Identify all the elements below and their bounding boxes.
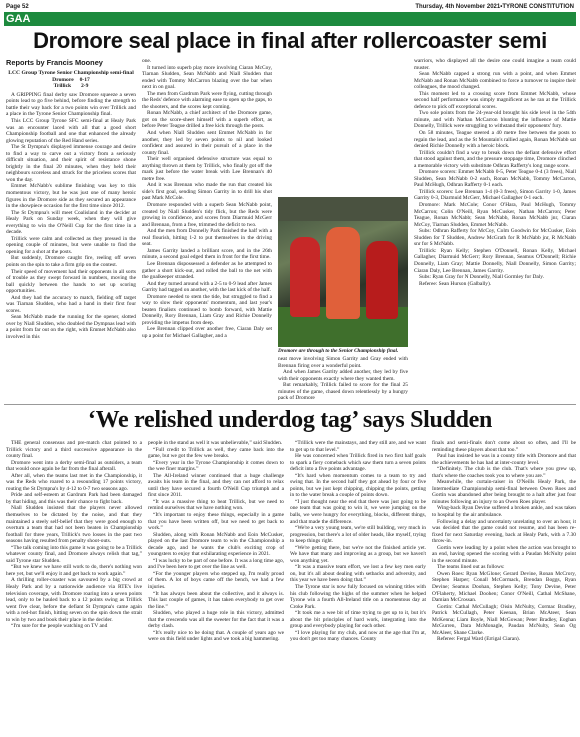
paragraph: warriors, who displayed all the desire one could imagine a team could muster.: [414, 58, 576, 71]
paragraph: A thrilling roller-coaster was savoured by a big crowd at Healy Park and by a nationwide audience via RTE's live television coverage, with Dromore roaring into a seven points lead, only to be hauled back to a 12 points swing as Trillick went five clear, before the defiant St Dympna's came again with a red-hot finish, hitting seven on the spin down the strait to win by two and book their place in the decider.: [6, 577, 142, 623]
paragraph: neat move involving Simon Garrity and Gray ended with Brennan firing over a wonderful point.: [278, 356, 408, 369]
paragraph: Owen Roes: Ryan McGlone; Gerard Devine, Ronan McCrory, Stephen Harper; Conall McCormack, Brendan Boggs, Ryan Devine; Seamus Doohan, Stephen Kelly; Tony Devine, Peter O'Flaherty, Michael Doohen; Conor O'Neill, Cathal McShane, Damian McCrossan.: [432, 570, 576, 604]
paragraph: Pride and self-esteem at Gardrum Park had been damaged by that hiding, and this was their chance to fight back.: [6, 492, 142, 505]
paragraph: finals and semi-finals don't come about so often, and I'll be reminding these players about that too.”: [432, 440, 576, 453]
paragraph: And the men from Donnelly Park finished the half with a real flourish, hitting 1-2 to put themselves in the driving seat.: [142, 228, 272, 248]
paragraph: The St Dympna's will meet Coalisland in the decider at Healy Park on Sunday week, when they will give everything to win the O'Neill Cup for the first time in a decade.: [6, 209, 136, 236]
paragraph: Ronan McNabb, a chief architect of the Dromore game, got on the score-sheet himself with a superb effort, as before Peter Teague drilled a free kick through the posts.: [142, 110, 272, 130]
paragraph: “We're getting there, but we're not the finished article yet. We have that many and improving as a group, but we haven't won anything yet.: [290, 544, 426, 564]
paragraph: Subs: Ryan Gray for N Donnelly, Niall Gormley for Daly.: [419, 274, 544, 281]
paragraph: Referee: Sean Hurson (Galbally).: [419, 280, 492, 287]
date-line: Thursday, 4th November 2021•TYRONE CONSTITUTION: [415, 4, 574, 10]
paragraph: Referee: Fergal Ward (Errigal Ciaran).: [437, 636, 521, 643]
paragraph: “It's really nice to be doing that. A couple of years ago we were on this field under lights and we took a big hammering.: [148, 629, 284, 643]
paragraph: And they had the accuracy to match, fielding off target was Tiarnan Sludden, who had a hand in their first four scores.: [6, 294, 136, 314]
story1-column-3: [278, 356, 408, 402]
paragraph: And they turned around with a 2-5 to 0-9 lead after James Garrity had tagged on another, with the last kick of the half.: [142, 280, 272, 294]
paragraph: “Definitely. The club is the club. That's where you grew up, that's where the coaches took you to where you are.”: [432, 466, 576, 479]
paragraph: Trillick: Ryan Kelly; Stephen O'Donnell, Ronan Kelly, Michael Gallagher, Diarmuid McGerr; Rory Brennan, Seamus O'Donnell; Richie Donnelly, Liam Gray; Mattie Donnelly, Niall Donnelly, Simon Garrity; Ciaran Daly, Lee Brennan, James Garrity.: [414, 247, 576, 274]
story2-column-2: [148, 440, 284, 734]
paragraph: After all, when the teams last met in the Championship, it was the Reds who roared to a resounding 17 points victory, routing the St Dympna's by 4-12 to 0-7 two seasons ago.: [6, 472, 142, 492]
team-photo: [278, 197, 408, 347]
paragraph: Wing-back Ryan Devine suffered a broken ankle, and was taken to hospital by the air ambulance.: [432, 505, 576, 519]
paragraph: But remarkably, Trillick failed to score for the final 25 minutes of the game, chased down relentlessly by a hungry pack of Dromore: [278, 382, 408, 402]
paragraph: Gortin were leading by a point when the action was brought to an end, having opened the scoring with a Paudan McNulty point in the second minute.: [432, 544, 576, 564]
paragraph: “It was a massive thing to beat Trillick, but we need to remind ourselves that we have nothing won.: [148, 498, 284, 512]
paragraph: But suddenly, Dromore caught fire, reeling off seven points on the spin to take a firm grip on the contest.: [6, 255, 136, 268]
divider: [4, 404, 576, 405]
paragraph: “Full credit to Trillick as well, they came back into the game, but we got the few wee breaks.: [148, 446, 284, 460]
headline-underdog: ‘We relished underdog tag’ says Sludden: [87, 407, 493, 433]
paragraph: Trillick couldn't find a way to break down the defiant defensive effort that stood against them, and the pressure stoppage time, Dromore clinched a memorable victory with substitute Odhran Rafferty's long range score.: [414, 149, 576, 169]
paragraph: “We're a very young team, we're still building, very much in progression, but there's a lot of older heads, like myself, trying to keep things right.: [290, 525, 426, 545]
paragraph: one.: [142, 58, 152, 64]
paragraph: Trillick scorers: Lee Brennan 1-4 (0-3 frees), Simon Garrity 1-0, James Garrity 0-3, Diarmuid McGerr, Michael Gallagher 0-1 each.: [414, 188, 576, 202]
paragraph: Emmet McNabb's sublime finishing was key to this momentous victory, but he was just one of many heroic figures in the Dromore side as they secured an appearance in the showpiece occasion for the first time since 2012.: [6, 183, 136, 210]
paragraph: people in the stand as well it was unbelievable,” said Sludden.: [148, 440, 283, 446]
result-team-1: Dromore: [52, 76, 74, 83]
paragraph: “I was lucky to be part of one before. It was a long time ago, and I've been here to get over the line as well.: [148, 557, 284, 571]
paragraph: James Garrity landed a brilliant score, and in the 26th minute, a second goal edged them in front for the first time.: [142, 247, 272, 261]
paragraph: Trillick were calm and collected as they pressed in the opening couple of minutes, but were unable to find the opening for a shot at the posts.: [6, 235, 136, 255]
paragraph: He was concerned when Trillick fired in two first half goals to spark a fiery comeback which saw them turn a seven points deficit into a five points advantage.: [290, 453, 426, 473]
photo-player: [366, 241, 398, 319]
paragraph: Dromore responded with a superb Sean McNabb point, created by Niall Sludden's tidy flick, but the Reds were growing in confidence, and scores from Diarmuid McGerr and Brennan, from a free, trimmed the deficit to two.: [142, 202, 272, 228]
photo-crowd: [278, 197, 408, 221]
photo-player: [290, 237, 320, 317]
byline: Reports by Francis Mooney: [6, 58, 103, 67]
paragraph: Sean McNabb capped a strong run with a point, and when Emmet McNabb and Ronan McNabb combined to force a turnover to inspire their colleagues, the mood changed.: [414, 71, 576, 91]
paragraph: Sludden, who played a huge role in this victory, admitted that the crescendo was all the sweeter for the fact that it was a derby clash.: [148, 610, 284, 630]
headline-dromore-final: Dromore seal place in final after rollercoaster semi: [33, 28, 547, 53]
paragraph: Their speed of movement had their opponents in all sorts of trouble as they swept forward in numbers, moving the ball quickly between the hands to set up scoring opportunities.: [6, 268, 136, 295]
paragraph: On 58 minutes, Teague steered a 40 metre free between the posts to regain the lead, and as the St Mountain's rallied again, Ronan McNabb sat denied Richie Donnelly with a heroic block.: [414, 130, 576, 150]
result-line: [6, 77, 136, 84]
paragraph: Meanwhile, the curtain-raiser in O'Neills Healy Park, the Intermediate Championship semi-final between Owen Roes and Gortin was abandoned after being brought to a halt after just four minutes following an injury to an Owen Roes player.: [432, 479, 576, 505]
paragraph: Their well organised defensive structure was equal to anything thrown at them by Trillick, who finally got off the mark just before the water break with Lee Brennan's 40 metre free.: [142, 156, 272, 182]
paragraph: The Tyrone star is now fully focused on winning titles with his club following the highs of the summer when he helped Tyrone win a fourth All-Ireland title on a momentous day at Croke Park.: [290, 584, 426, 610]
paragraph: The teams lined out as follows:: [437, 564, 505, 571]
story2-column-4: [432, 440, 576, 734]
page-number: Page 52: [6, 4, 29, 10]
paragraph: “It has always been about the collective, and it always is. This last couple of games, it has taken everybody to get over the line.”: [148, 590, 284, 610]
paragraph: Subs: Odhran Rafferty for McCoy, Colm Goodwin for McCusker, Eoin Sludden for T Sludden, Andrew McGrath for R McNabb jnr, R McNabb snr for S McNabb.: [414, 228, 576, 248]
paragraph: “It's important to enjoy these things, especially in a game that you have been written off, but we need to get back to work.”: [148, 512, 284, 532]
paragraph: Dromore went into a derby semi-final as outsiders, a team that would once again be far from the final afterall.: [6, 459, 142, 473]
story1-column-2: [142, 58, 272, 402]
paragraph: “Every year in the Tyrone Championship it comes down to the wee finer margins.”: [148, 459, 284, 473]
paragraph: “It took me a wee bit of time trying to get up to it, but it's about the bit principles of hard work, integrating into the group and everybody playing for each other.: [290, 610, 426, 630]
story2-column-3: [290, 440, 426, 734]
result-score-1: 0-17: [79, 76, 90, 83]
paragraph: A GRIPPING final derby saw Dromore squeeze a seven points lead to go five behind, before finding the strength to battle their way back for a two points win over Trillick and a place in the Tyrone Senior Championship final.: [6, 91, 136, 118]
paragraph: It turned into superb play more involving Ciaran McCoy, Tiarnan Sludden, Sean McNabb and Niall Sludden that ended with Tommy McCarron blazing over the bar when next in on goal.: [142, 64, 272, 91]
paragraph: This moment led to a crossing score from Emmet McNabb, whose second half performance was simply magnificent as he ran at the Trillick defence to pick off exceptional scores.: [414, 90, 576, 110]
paragraph: Dromore scorers: Emmet McNabb 0-5, Peter Teague 0-4 (3 frees), Niall Sludden, Sean McNabb 0-2 each, Ronan McNabb, Tommy McCarron, Paul McHugh, Odhran Rafferty 0-1 each.: [414, 169, 576, 189]
paragraph: Dromore needed to stem the tide, but struggled to find a way to slow their opponents' momentum, and last year's beaten finalists continued to bomb forward, with Mattie Donnelly, Rory Brennan, Liam Gray and Richie Donnelly providing the impetus from deep.: [142, 293, 272, 326]
paragraph: “I'm sure for the people watching on TV and: [11, 623, 108, 630]
caption-text: Dromore are through to the Senior Championship final.: [278, 348, 399, 354]
story2-column-1: [6, 440, 142, 734]
paragraph: The men from Gardrum Park were flying, cutting through the Reds' defence with alarming ease to open up the gaps, to the shooters, and the scores kept coming.: [142, 90, 272, 110]
paragraph: Niall Sludden insisted that the players never allowed themselves to be dictated by the noise, and that they maintained a steely self-belief that they were good enough to overturn a team that had not been beaten in Championship football for three years, Trillick's two losses in the past two seasons having resulted from penalty shoot-outs.: [6, 505, 142, 545]
paragraph: Sludden, along with Ronan McNabb and Eoin McCusker, played on the last Dromore team to win the Championship a decade ago, and he wants the club's exciting crop of youngsters to enjoy that exhilarating experience in 2021.: [148, 531, 284, 558]
section-banner: [4, 12, 576, 26]
section-label: GAA: [6, 13, 31, 25]
story1-column-3-top: [278, 58, 408, 194]
story1-column-1: [6, 58, 136, 402]
paragraph: “I love playing for my club, and now at the age that I'm at, you don't get too many chances. County: [290, 629, 426, 643]
paragraph: The All-Ireland winner continued that a huge challenge awaits his team in the final, and they can not afford to relax until they have secured a fourth O'Neill Cup triumph and a first since 2011.: [148, 472, 284, 499]
paragraph: Lee Brennan clipped over another free, Ciaran Daly set up a point for Michael Gallagher, and a: [142, 326, 272, 339]
paragraph: “It was a massive team effort, we lost a few key men early on, but it's all about dealing with setbacks and adversity, and this year we have been doing that.”: [290, 564, 426, 584]
paragraph: “Trillick were the mainstays, and they still are, and we want to get up to that level.”: [290, 440, 426, 453]
paragraph: Lee Brennan dispossessed a defender as he attempted to gather a short kick-out, and rolled the ball to the net with the goalkeeper stranded.: [142, 260, 272, 281]
paragraph: “For the younger players who stepped up, I'm really proud of them. A lot of boys came off the bench, we had a few injuries.: [148, 570, 284, 591]
result-line: [6, 83, 136, 90]
paragraph: And it was Brennan who made the run that created his side's first goal, sending Simon Garrity in to drill his shot past Mark McCole.: [142, 182, 272, 202]
paragraph: Dromore: Mark McCole; Conor O'Hara, Paul McHugh, Tommy McCarron; Colin O'Neill, Ryan McCusker, Nathan McCarron; Peter Teague, Ronan McNabb; Sean McNabb, Ronan McNabb jnr, Ciaran McCoy, Tiarnan Sludden, Emmet McNabb.: [414, 202, 576, 228]
paragraph: “I just thought near the end that there was just going to be one team that was going to win it, we were jumping on the balls, we were hungry for everything, blocks, different things, and that made the difference.: [290, 498, 426, 525]
paragraph: And when James Garrity added another, they led by five with their opponents exactly where they wanted them.: [278, 369, 408, 382]
paragraph: The St Dympna's displayed immense courage and desire to find a way to carve out a victory from a seriously difficult situation, and their spirit of resistance shone brightly in the final 20 minutes, when they held their neighbours scoreless and struck for the priceless scores that won the day.: [6, 144, 136, 183]
comp-title: LCC Group Tyrone Senior Championship semi-final: [8, 70, 134, 76]
story1-column-4: [414, 58, 576, 402]
paragraph: And when Niall Sludden sent Emmet McNabb in for another, they led by seven points to nil and looked confident and assured in their pursuit of a place in the county final.: [142, 130, 272, 156]
paragraph: THE general consensus and pre-match chat pointed to a Trillick victory and a third successive appearance in the county final.: [6, 440, 142, 460]
photo-caption: [278, 348, 408, 360]
paragraph: This LCC Group Tyrone SFC semi-final at Healy Park was an encounter laced with all that a good short Championship football and one that enhanced the already glowing reputation of the Red Hand series.: [6, 117, 136, 144]
paragraph: “But we knew we have still work to do, there's nothing won here yet, but we'll enjoy it and get back to work again.”: [6, 564, 142, 577]
paragraph: Gortin: Cathal McCullagh; Oisin McNulty, Cormac Bradley, Patrick McCullagh, Peter Keenan, Brian McAteer, Sean McKenna; Liam Boyle, Niall McGowan; Peter Bradley, Eoghan McGurren, Dara McMonagle, Paudan McNulty, Sean Og McAleer, Shane Clarke.: [432, 603, 576, 636]
paragraph: Sean McNabb made the running for the opener, slotted over by Niall Sludden, who doubled the Dympnas lead with a point from far out on the right, with Emmet McNabb also involved in this: [6, 314, 136, 341]
photo-player: [326, 227, 360, 319]
paragraph: Following a delay and uncertainty unrelating to over an hour, it was decided that the game could not resume, and has been re-fixed for next Saturday evening, back at Healy Park, with a 7.30 throw-in.: [432, 518, 576, 545]
result-score-2: 2-9: [80, 83, 89, 90]
result-team-2: Trillick: [53, 83, 72, 90]
paragraph: Two sole points from the 24-year-old brought his side level in the 54th minute, and with Nathan McCarron blunting the influence of Mattie Donnelly, Trillick were struggling to withstand their opponents' fury.: [414, 110, 576, 130]
paragraph: “It's hard when momentum comes to a team to try and swing that. In the second half they got ahead by four or five points, but we just kept chipping, chipping the points, getting in to the water break a couple of points down.: [290, 472, 426, 499]
paragraph: Paul has insisted he was in a county title with Dromore and that the achievements he has had at inter-county level.: [432, 453, 576, 466]
paragraph: “The talk coming into this game it was going to be a Trillick whatever county final, and Dromore always relish that tag,” said Tyrone star Sludden.: [6, 544, 142, 564]
